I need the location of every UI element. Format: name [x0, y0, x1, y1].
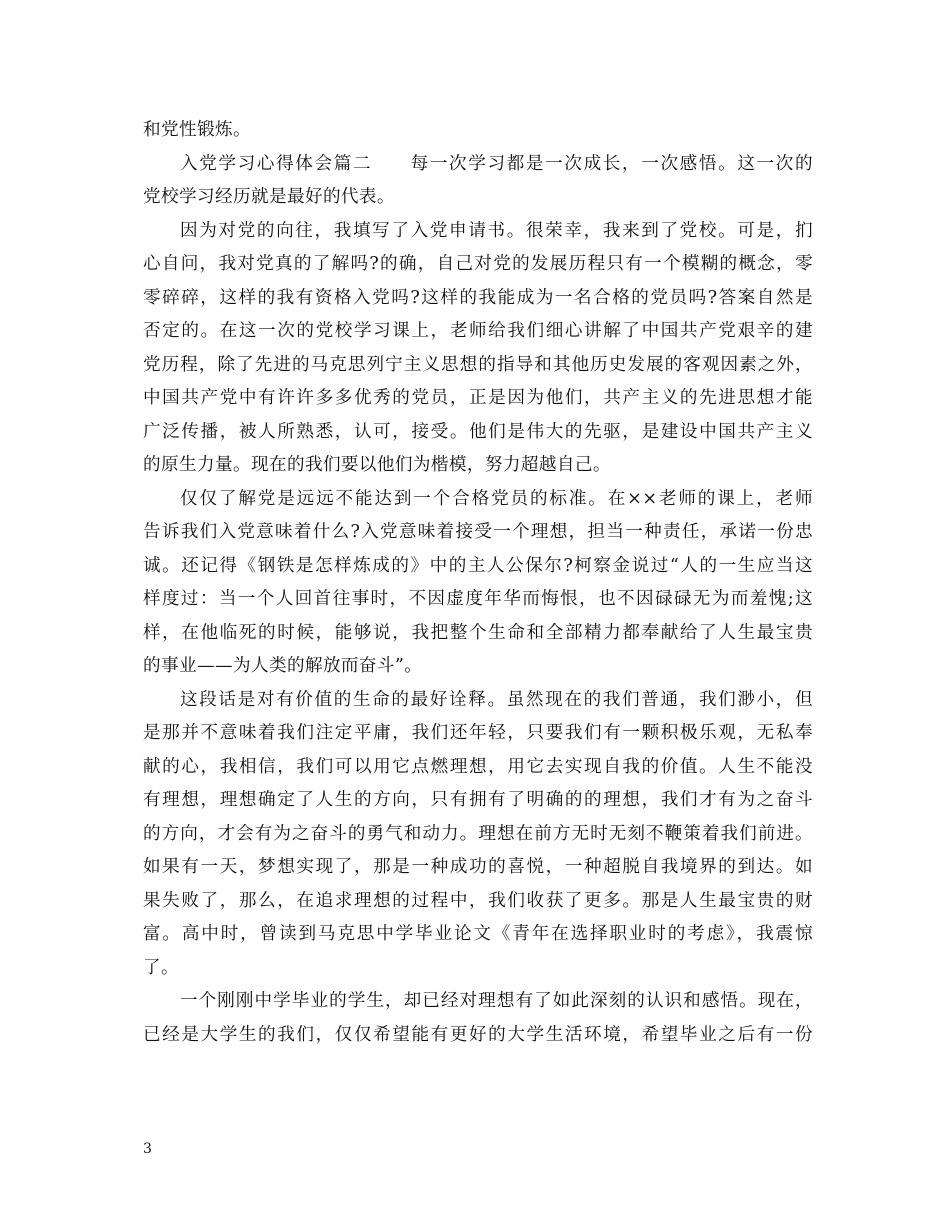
paragraph-1: [143, 114, 813, 148]
page-number: 3: [143, 1141, 152, 1157]
text-line: 献的心，我相信，我们可以用它点燃理想，用它去实现自我的价值。人生不能没: [143, 756, 813, 777]
text-line: 已经是大学生的我们，仅仅希望能有更好的大学生活环境，希望毕业之后有一份: [143, 1024, 813, 1045]
text-line: 样，在他临死的时候，能够说，我把整个生命和全部精力都奉献给了人生最宝贵: [143, 622, 813, 643]
text-line: 一个刚刚中学毕业的学生，却已经对理想有了如此深刻的认识和感悟。现在，: [180, 991, 813, 1011]
text-line: 心自问，我对党真的了解吗?的确，自己对党的发展历程只有一个模糊的概念，零: [143, 254, 813, 274]
paragraph-5: [143, 684, 813, 986]
text-line: 因为对党的向往，我填写了入党申请书。很荣幸，我来到了党校。可是，扪: [180, 220, 813, 241]
text-line: 否定的。在这一次的党校学习课上，老师给我们细心讲解了中国共产党艰辛的建: [143, 321, 813, 341]
text-line: 党历程，除了先进的马克思列宁主义思想的指导和其他历史发展的客观因素之外，: [143, 354, 813, 375]
text-line: 样度过：当一个人回首往事时，不因虚度年华而悔恨，也不因碌碌无为而羞愧;这: [143, 589, 813, 609]
text-line: 了。: [143, 957, 179, 978]
text-line: 入党学习心得体会篇二 每一次学习都是一次成长，一次感悟。这一次的: [180, 153, 813, 174]
text-line: 中国共产党中有许许多多优秀的党员，正是因为他们，共产主义的先进思想才能: [143, 388, 813, 408]
text-line: 仅仅了解党是远远不能达到一个合格党员的标准。在××老师的课上，老师: [180, 488, 813, 509]
text-line: 是那并不意味着我们注定平庸，我们还年轻，只要我们有一颗积极乐观，无私奉: [143, 723, 813, 743]
body-text: [143, 114, 813, 1052]
text-line: 和党性锻炼。: [143, 120, 251, 140]
text-line: 如果有一天，梦想实现了，那是一种成功的喜悦，一种超脱自我境界的到达。如: [143, 857, 813, 877]
text-line: 广泛传播，被人所熟悉，认可，接受。他们是伟大的先驱，是建设中国共产主义: [143, 421, 813, 442]
text-line: 的事业——为人类的解放而奋斗”。: [143, 656, 423, 676]
text-line: 的原生力量。现在的我们要以他们为楷模，努力超越自己。: [143, 455, 611, 475]
text-line: 富。高中时，曾读到马克思中学毕业论文《青年在选择职业时的考虑》，我震惊: [143, 924, 813, 944]
text-line: 诚。还记得《钢铁是怎样炼成的》中的主人公保尔?柯察金说过“人的一生应当这: [143, 555, 813, 576]
text-line: 零碎碎，这样的我有资格入党吗?这样的我能成为一名合格的党员吗?答案自然是: [143, 287, 813, 308]
paragraph-4: [143, 483, 813, 684]
text-line: 的方向，才会有为之奋斗的勇气和动力。理想在前方无时无刻不鞭策着我们前进。: [143, 823, 813, 844]
text-line: 告诉我们入党意味着什么?入党意味着接受一个理想，担当一种责任，承诺一份忠: [143, 522, 813, 542]
text-line: 有理想，理想确定了人生的方向，只有拥有了明确的的理想，我们才有为之奋斗: [143, 790, 813, 810]
paragraph-2: [143, 148, 813, 215]
text-line: 这段话是对有价值的生命的最好诠释。虽然现在的我们普通，我们渺小，但: [180, 689, 813, 710]
paragraph-6: [143, 985, 813, 1052]
text-line: 果失败了，那么，在追求理想的过程中，我们收获了更多。那是人生最宝贵的财: [143, 890, 813, 911]
paragraph-3: [143, 215, 813, 483]
text-line: 党校学习经历就是最好的代表。: [143, 187, 395, 207]
